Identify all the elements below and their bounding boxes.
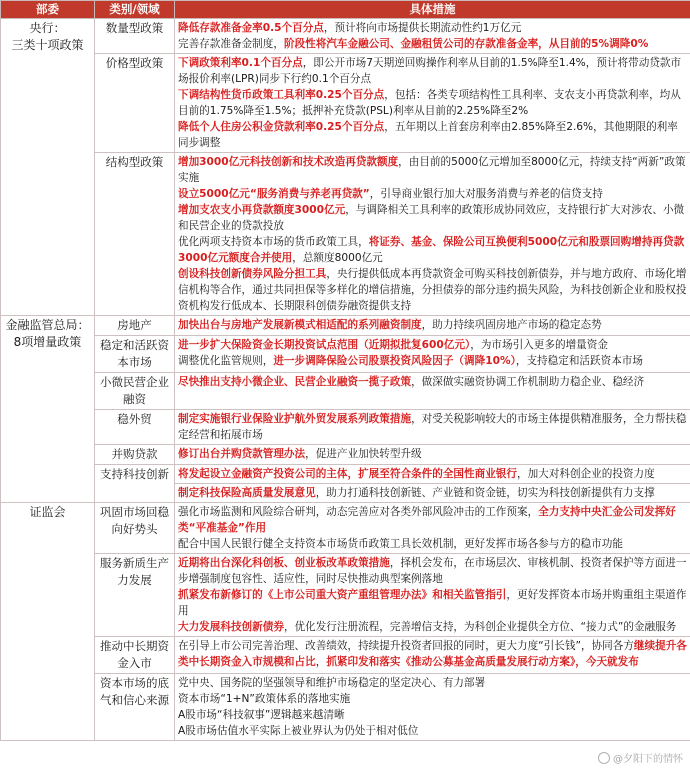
table-row (1, 674, 690, 741)
measures-price: 下调政策利率0.1个百分点，即公开市场7天期逆回购操作利率从目前的1.5%降至1.4%，预计将带动贷款市场报价利率(LPR)同步下行约0.1个百分点 下调结构性货币政策工具利率0.25个百分点，包括：各类专项结构性工具利率、支农支小再贷款利率，均从目前的1.75%降至1.5%；抵押补充贷款(PSL)利率从目前的2.25%降至2% 降低个人住房公积金贷款利率0.25个百分点，五年期以上首套房利率由2.85%降至2.6%，其他期限的利率同步调整 (175, 54, 690, 153)
measures-merger-loans: 修订出台并购贷款管理办法，促进产业加快转型升级 (175, 445, 690, 465)
measures-real-estate: 加快出台与房地产发展新模式相适配的系列融资制度，助力持续巩固房地产市场的稳定态势 (175, 316, 690, 336)
category-real-estate: 房地产 (95, 316, 175, 336)
table-row (1, 19, 690, 54)
category-long-term-capital: 推动中长期资 金入市 (95, 637, 175, 674)
category-quantity: 数量型政策 (95, 19, 175, 54)
measures-consolidate: 强化市场监测和风险综合研判，动态完善应对各类外部风险冲击的工作预案，全力支持中央汇金公司发挥好类“平准基金”作用 配合中国人民银行健全支持资本市场货币政策工具长效机制，更好发挥市场各参与方的稳市功能 (175, 503, 690, 554)
measures-new-quality: 近期将出台深化科创板、创业板改革政策措施，择机会发布，在市场层次、审核机制、投资者保护等方面进一步增强制度包容性、适应性，同时尽快推动典型案例落地 抓紧发布新修订的《上市公司重大资产重组管理办法》和相关监管指引，更好发挥资本市场并购重组主渠道作用 大力发展科技创新债券，优化发行注册流程，完善增信支持，为科创企业提供全方位、“接力式”的金融服务 (175, 554, 690, 637)
category-consolidate: 巩固市场回稳 向好势头 (95, 503, 175, 554)
weibo-logo-icon (598, 752, 610, 764)
category-capital-market: 稳定和活跃资 本市场 (95, 336, 175, 373)
category-new-quality: 服务新质生产 力发展 (95, 554, 175, 637)
measures-small-business: 尽快推出支持小微企业、民营企业融资一揽子政策，做深做实融资协调工作机制助力稳企业、稳经济 (175, 373, 690, 410)
category-structural: 结构型政策 (95, 153, 175, 316)
table-row (1, 554, 690, 637)
table-row (1, 373, 690, 410)
table-row (1, 503, 690, 554)
table-row (1, 410, 690, 445)
category-foreign-trade: 稳外贸 (95, 410, 175, 445)
table-row (1, 316, 690, 336)
header-measures: 具体措施 (175, 1, 690, 19)
category-merger-loans: 并购贷款 (95, 445, 175, 465)
measures-confidence: 党中央、国务院的坚强领导和维护市场稳定的坚定决心、有力部署 资本市场“1+N”政策体系的落地实施 A股市场“科技叙事”逻辑越来越清晰 A股市场估值水平实际上被业界认为仍处于相对低位 (175, 674, 690, 741)
table-row (1, 465, 690, 484)
measures-structural: 增加3000亿元科技创新和技术改造再贷款额度，由目前的5000亿元增加至8000亿元，持续支持“两新”政策实施 设立5000亿元“服务消费与养老再贷款”，引导商业银行加大对服务消费与养老的信贷支持 增加支农支小再贷款额度3000亿元，与调降相关工具利率的政策形成协同效应，支持银行扩大对涉农、小微和民营企业的贷款投放 优化两项支持资本市场的货币政策工具，将证券、基金、保险公司互换便利5000亿元和股票回购增持再贷款3000亿元额度合并使用，总额度8000亿元 创设科技创新债券风险分担工具，央行提供低成本再贷款资金可购买科技创新债券，并与地方政府、市场化增信机构等合作，通过共同担保等多样化的增信措施，分担债券的部分违约损失风险，为科技创新企业和股权投资机构发行低成本、长期限科创债券融资提供支持 (175, 153, 690, 316)
table-header-row (1, 1, 690, 19)
dept-cell-csrc: 证监会 (1, 503, 95, 741)
measures-quantity: 降低存款准备金率0.5个百分点，预计将向市场提供长期流动性约1万亿元 完善存款准备金制度，阶段性将汽车金融公司、金融租赁公司的存款准备金率，从目前的5%调降0% (175, 19, 690, 54)
category-price: 价格型政策 (95, 54, 175, 153)
dept-cell-central-bank: 央行： 三类十项政策 (1, 19, 95, 316)
table-row (1, 445, 690, 465)
measures-tech-innovation-2: 制定科技保险高质量发展意见，助力打通科技创新链、产业链和资金链，切实为科技创新提供有力支撑 (175, 484, 690, 503)
category-small-business: 小微民营企业 融资 (95, 373, 175, 410)
category-confidence: 资本市场的底 气和信心来源 (95, 674, 175, 741)
category-tech-innovation: 支持科技创新 (95, 465, 175, 503)
measures-tech-innovation-1: 将发起设立金融资产投资公司的主体，扩展至符合条件的全国性商业银行，加大对科创企业的投资力度 (175, 465, 690, 484)
measures-capital-market: 进一步扩大保险资金长期投资试点范围（近期拟批复600亿元），为市场引入更多的增量资金 调整优化监管规则，进一步调降保险公司股票投资风险因子（调降10%），支持稳定和活跃资本市场 (175, 336, 690, 373)
measures-long-term-capital: 在引导上市公司完善治理、改善绩效，持续提升投资者回报的同时，更大力度“引长钱”，协同各方继续提升各类中长期资金入市规模和占比，抓紧印发和落实《推动公募基金高质量发展行动方案》，今天就发布 (175, 637, 690, 674)
table-row (1, 54, 690, 153)
table-row (1, 336, 690, 373)
table-row (1, 153, 690, 316)
dept-cell-nfra: 金融监管总局： 8项增量政策 (1, 316, 95, 503)
watermark: @夕阳下的情怀 (598, 750, 683, 765)
table-row (1, 637, 690, 674)
header-category: 类别/领域 (95, 1, 175, 19)
measures-foreign-trade: 制定实施银行业保险业护航外贸发展系列政策措施，对受关税影响较大的市场主体提供精准服务，全力帮扶稳定经营和拓展市场 (175, 410, 690, 445)
header-department: 部委 (1, 1, 95, 19)
